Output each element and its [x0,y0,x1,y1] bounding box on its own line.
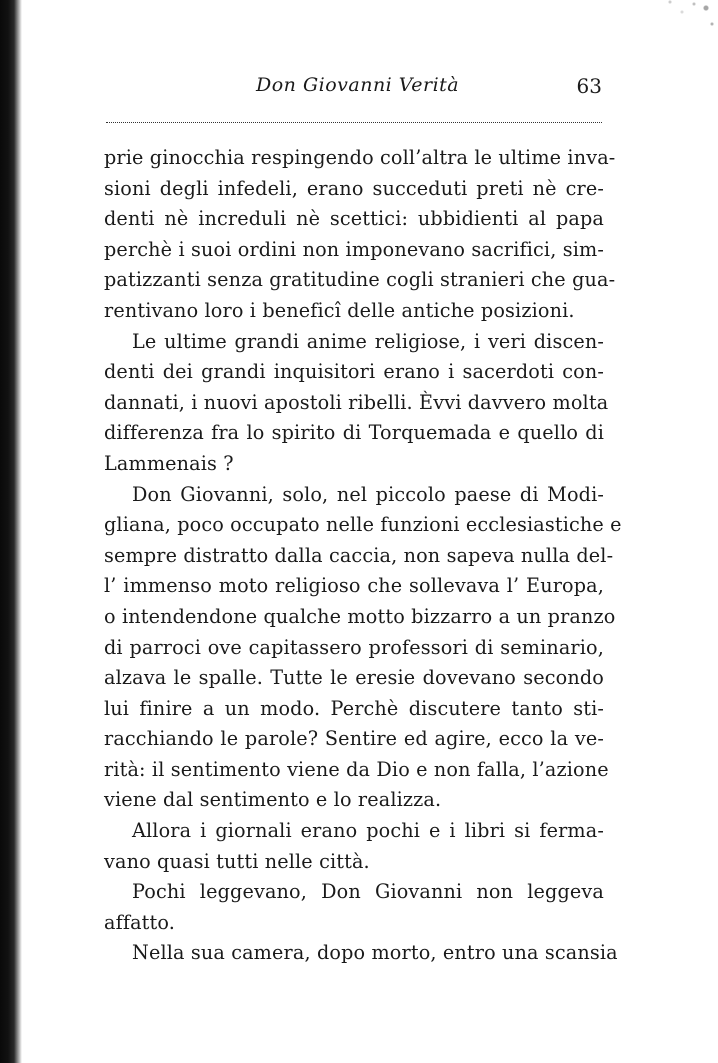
text-line: Allora i giornali erano pochi e i libri si ferma- [132,819,604,843]
running-head [108,72,602,106]
text-line: racchiando le parole? Sentire ed agire, ecco la ve- [104,727,604,751]
body-text [104,143,622,969]
text-line: rentivano loro i beneficî delle antiche posizioni. [104,298,575,322]
page-binding-edge [0,0,22,1063]
text-line: Nella sua camera, dopo morto, entro una scansia [132,941,618,965]
text-line: Lammenais ? [104,451,234,475]
text-line: di parroci ove capitassero professori di seminario, [104,635,604,659]
text-line: perchè i suoi ordini non imponevano sacrifici, sim- [104,237,604,261]
text-line: affatto. [104,910,176,934]
text-line: rità: il sentimento viene da Dio e non falla, l’azione [104,757,609,781]
text-line: Le ultime grandi anime religiose, i veri discen- [132,329,604,353]
text-line: denti dei grandi inquisitori erano i sacerdoti con- [104,360,604,384]
header-rule [106,122,602,123]
text-line: o intendendone qualche motto bizzarro a un pranzo [104,604,616,628]
text-line: prie ginocchia respingendo coll’altra le ultime inva- [104,146,616,169]
text-line: Don Giovanni, solo, nel piccolo paese di Modi- [132,482,604,506]
text-line: Pochi leggevano, Don Giovanni non leggeva [132,880,604,904]
text-line: gliana, poco occupato nelle funzioni ecclesiastiche e [104,513,622,537]
text-line: sempre distratto dalla caccia, non sapeva nulla del- [104,543,614,567]
text-line: denti nè increduli nè scettici: ubbidienti al papa [104,207,604,231]
text-line: l’ immenso moto religioso che sollevava l’ Europa, [104,574,604,598]
text-line: dannati, i nuovi apostoli ribelli. Èvvi davvero molta [104,390,609,414]
text-line: sioni degli infedeli, erano succeduti preti nè cre- [104,176,604,200]
scan-speckle [598,0,718,40]
text-line: lui finire a un modo. Perchè discutere tanto sti- [104,696,604,720]
text-line: patizzanti senza gratitudine cogli stranieri che gua- [104,268,616,292]
text-line: viene dal sentimento e lo realizza. [104,788,442,812]
text-line: vano quasi tutti nelle città. [104,849,370,873]
page-number: 63 [576,74,602,98]
running-title: Don Giovanni Verità [256,74,460,96]
text-line: alzava le spalle. Tutte le eresie dovevano secondo [104,666,604,690]
text-line: differenza fra lo spirito di Torquemada e quello di [104,421,604,445]
